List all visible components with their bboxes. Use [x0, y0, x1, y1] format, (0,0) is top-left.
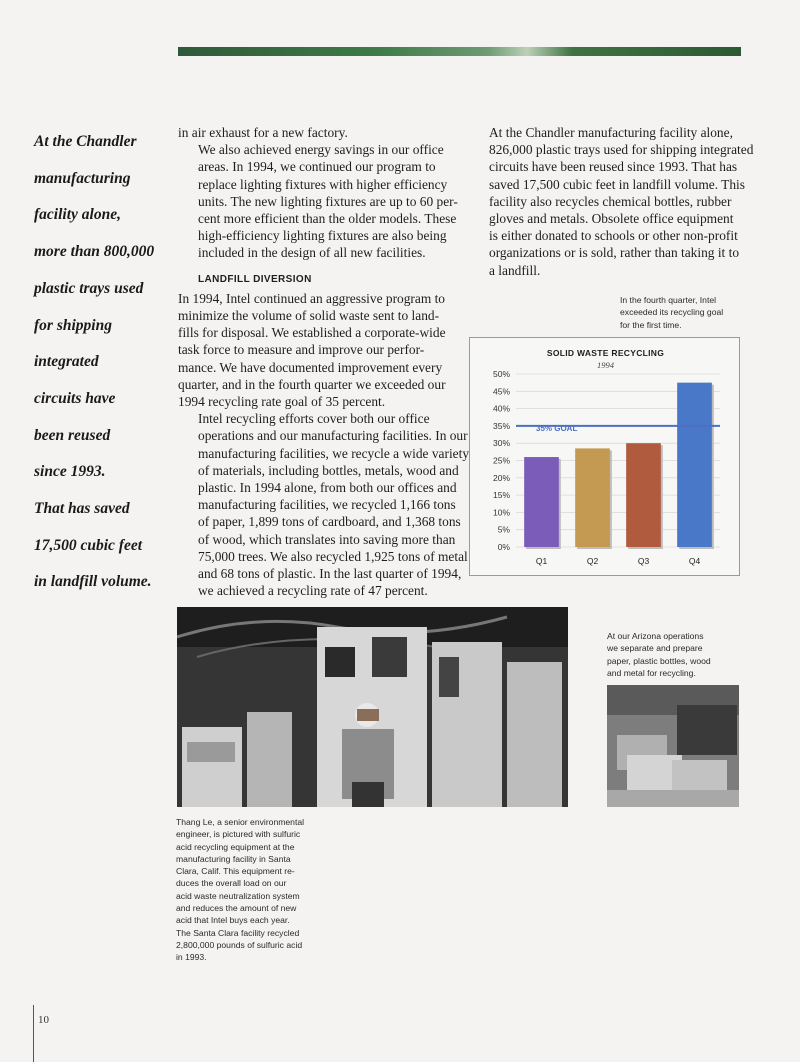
pull-quote-line: for shipping: [34, 316, 112, 334]
text-line: In 1994, Intel continued an aggressive program to: [178, 290, 445, 306]
y-tick-label: 50%: [492, 369, 510, 379]
text-line: and 68 tons of plastic. In the last quarter of 1994,: [198, 566, 462, 582]
text-line: replace lighting fixtures with higher efficiency: [198, 176, 448, 192]
x-tick-label: Q3: [637, 556, 650, 566]
thang-caption: [176, 816, 356, 964]
caption-line: In the fourth quarter, Intel: [620, 295, 717, 305]
y-tick-label: 40%: [492, 403, 510, 414]
recycling-bales-photo-illustration: [607, 685, 739, 807]
chart-title: SOLID WASTE RECYCLING: [546, 348, 665, 358]
text-line: is either donated to schools or other non-profit: [489, 228, 738, 244]
caption-line: in 1993.: [176, 952, 207, 963]
text-line: fills for disposal. We established a corporate-wide: [178, 325, 446, 341]
caption-line: for the first time.: [620, 319, 682, 330]
text-line: operations and our manufacturing facilities. In our: [198, 428, 468, 444]
arizona-caption: [607, 630, 737, 679]
pull-quote-line: more than 800,000: [34, 243, 155, 261]
bar-q3: [626, 443, 661, 547]
y-tick-label: 20%: [492, 472, 510, 483]
y-tick-label: 35%: [492, 420, 510, 431]
pull-quote-line: in landfill volume.: [34, 573, 152, 591]
text-line: 1994 recycling rate goal of 35 percent.: [178, 394, 386, 410]
text-line: gloves and metals. Obsolete office equipment: [489, 211, 734, 227]
y-tick-label: 45%: [492, 386, 510, 397]
chart-plot: [470, 338, 741, 577]
paragraph: [178, 290, 450, 410]
caption-line: Thang Le, a senior environmental: [176, 817, 305, 827]
page-number: 10: [38, 1014, 49, 1026]
caption-line: we separate and prepare: [607, 643, 703, 654]
margin-rule: [33, 1005, 34, 1062]
bar-q1: [524, 457, 559, 547]
pull-quote-line: At the Chandler: [34, 133, 137, 150]
text-line: of wood, which translates into saving more than: [198, 531, 456, 547]
caption-line: The Santa Clara facility recycled: [176, 927, 300, 938]
text-line: organizations or is sold, rather than taking it to: [489, 245, 740, 261]
caption-line: paper, plastic bottles, wood: [607, 655, 711, 666]
text-line: cent more efficient than the older models. These: [198, 211, 457, 227]
caption-line: At our Arizona operations: [607, 631, 704, 641]
text-line: plastic. In 1994 alone, from both our offices and: [198, 480, 457, 496]
caption-line: acid recycling equipment at the: [176, 841, 295, 852]
pull-quote-line: plastic trays used: [34, 279, 144, 297]
text-line: of materials, including bottles, metals, wood and: [198, 462, 459, 478]
caption-line: 2,800,000 pounds of sulfuric acid: [176, 939, 303, 950]
y-tick-label: 30%: [492, 438, 510, 449]
text-line: manufacturing facilities, we recycled 1,166 tons: [198, 497, 456, 513]
text-line: At the Chandler manufacturing facility alone,: [489, 125, 733, 140]
text-line: minimize the volume of solid waste sent to land-: [178, 308, 440, 324]
text-line: areas. In 1994, we continued our program to: [198, 159, 436, 175]
body-column-right: [469, 124, 754, 279]
text-line: quarter, and in the fourth quarter we exceeded our: [178, 376, 446, 392]
caption-line: manufacturing facility in Santa: [176, 853, 291, 864]
pull-quote-line: manufacturing: [34, 169, 131, 187]
y-tick-label: 10%: [492, 507, 510, 518]
text-line: saved 17,500 cubic feet in landfill volume. This: [489, 176, 745, 192]
goal-label: 35% GOAL: [536, 423, 578, 433]
chart-caption: [620, 294, 744, 331]
bar-q2: [575, 448, 610, 547]
text-line: units. The new lighting fixtures are up to 60 per-: [198, 193, 458, 209]
caption-line: Clara, Calif. This equipment re-: [176, 866, 295, 877]
factory-photo-illustration: [177, 607, 568, 807]
paragraph: [178, 410, 470, 599]
pull-quote-line: 17,500 cubic feet: [34, 536, 143, 554]
paragraph: [178, 124, 450, 141]
caption-line: engineer, is pictured with sulfuric: [176, 829, 301, 840]
y-tick-label: 5%: [497, 524, 510, 535]
pull-quote: [34, 124, 174, 601]
text-line: task force to measure and improve our perfor-: [178, 342, 425, 358]
pull-quote-line: integrated: [34, 353, 99, 371]
y-tick-label: 25%: [492, 455, 510, 466]
y-tick-label: 0%: [497, 542, 510, 552]
paragraph: [469, 124, 754, 279]
chart-subtitle: 1994: [597, 360, 614, 370]
text-line: high-efficiency lighting fixtures are also being: [198, 228, 447, 244]
pull-quote-line: since 1993.: [34, 463, 106, 481]
text-line: a landfill.: [489, 262, 541, 278]
photo-arizona-recycling: [607, 685, 739, 807]
paragraph: [178, 141, 458, 261]
decorative-top-band: [178, 47, 741, 56]
text-line: 75,000 trees. We also recycled 1,925 tons of metal: [198, 548, 468, 564]
text-line: facility also recycles chemical bottles, rubber: [489, 193, 732, 209]
y-tick-label: 15%: [492, 490, 510, 501]
photo-thang-le: [177, 607, 568, 807]
text-line: We also achieved energy savings in our office: [198, 142, 444, 158]
text-line: circuits have been reused since 1993. That has: [489, 159, 738, 175]
text-line: mance. We have documented improvement every: [178, 359, 443, 375]
pull-quote-line: That has saved: [34, 500, 130, 518]
text-line: included in the design of all new facilities.: [198, 245, 426, 261]
caption-line: and metal for recycling.: [607, 667, 696, 678]
recycling-chart: [469, 337, 740, 576]
text-line: manufacturing facilities, we recycle a wide variety: [198, 445, 470, 461]
x-tick-label: Q2: [586, 556, 599, 566]
pull-quote-line: circuits have: [34, 389, 116, 407]
body-column-middle: [178, 124, 470, 599]
bar-q4: [677, 383, 712, 547]
text-line: 826,000 plastic trays used for shipping integrated: [489, 142, 754, 158]
caption-line: exceeded its recycling goal: [620, 307, 724, 318]
caption-line: acid waste neutralization system: [176, 890, 300, 901]
x-tick-label: Q1: [535, 556, 548, 566]
text-line: in air exhaust for a new factory.: [178, 125, 348, 140]
caption-line: acid that Intel buys each year.: [176, 915, 290, 926]
caption-line: duces the overall load on our: [176, 878, 287, 889]
pull-quote-line: been reused: [34, 426, 111, 444]
x-tick-label: Q4: [688, 556, 701, 566]
text-line: Intel recycling efforts cover both our office: [198, 411, 430, 427]
section-heading: LANDFILL DIVERSION: [198, 273, 312, 285]
text-line: we achieved a recycling rate of 47 percent.: [198, 583, 428, 599]
text-line: of paper, 1,899 tons of cardboard, and 1,368 tons: [198, 514, 461, 530]
pull-quote-line: facility alone,: [34, 206, 121, 224]
caption-line: and reduces the amount of new: [176, 903, 297, 914]
